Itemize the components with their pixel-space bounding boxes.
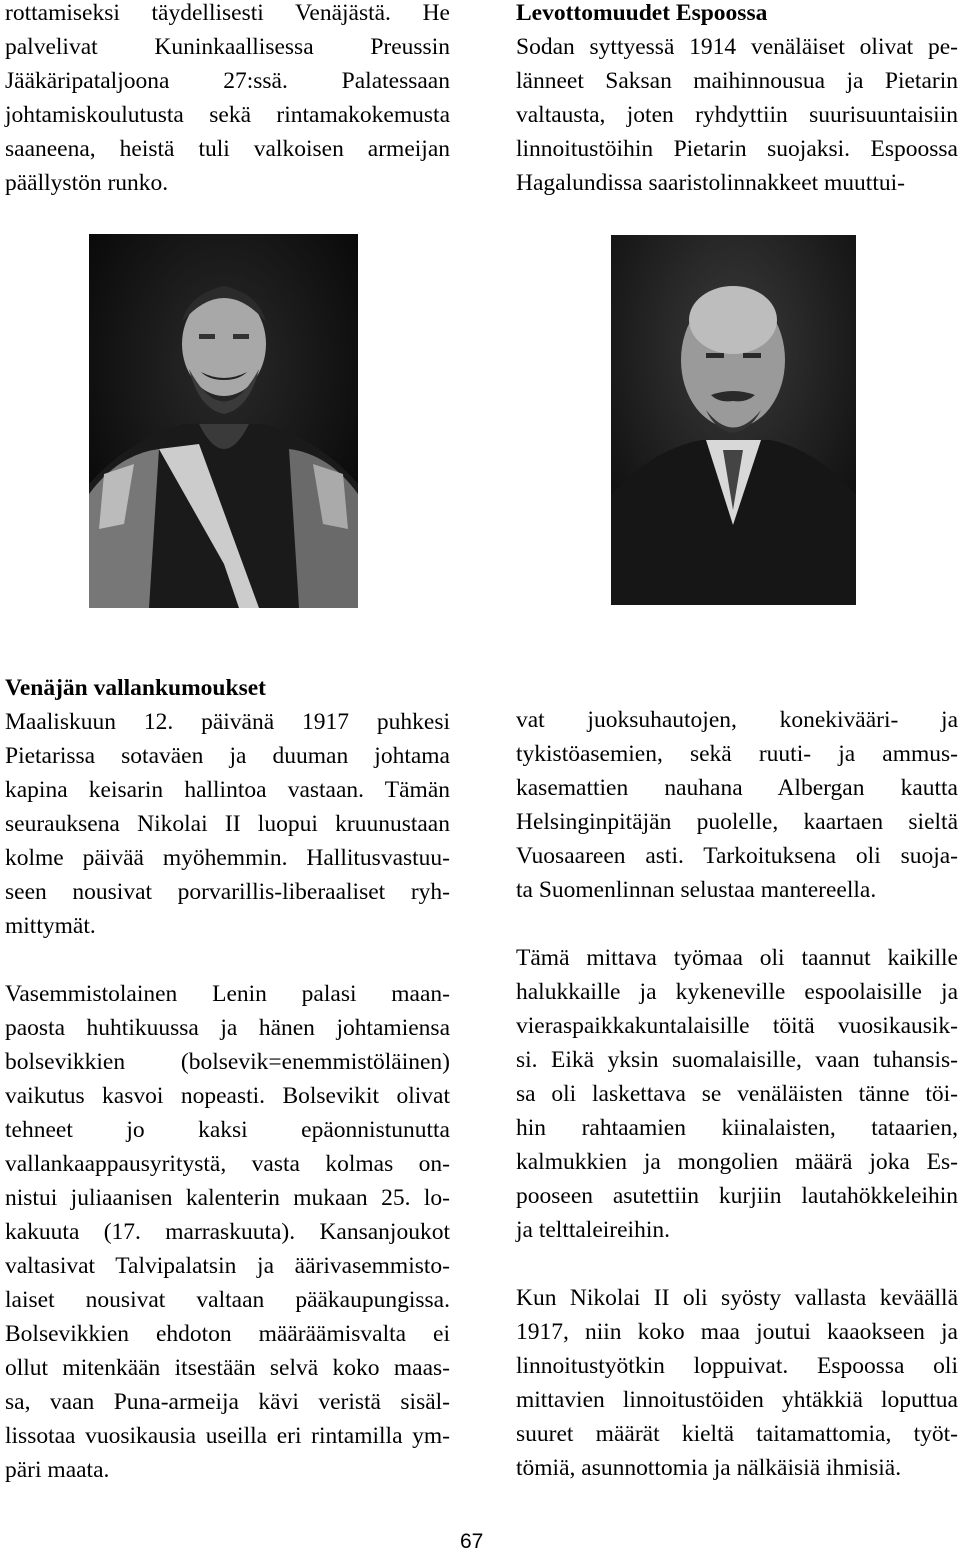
bottom-right-paragraph-3	[516, 1281, 958, 1485]
portrait-photo-lenin	[611, 235, 856, 605]
text-line: Pietarissa sotaväen ja duuman johtama	[5, 743, 450, 769]
section-heading-vallankumoukset: Venäjän vallankumoukset	[5, 675, 266, 701]
text-line: ollut mitenkään itsestään selvä koko maas-	[5, 1355, 450, 1381]
text-line: lissotaa vuosikausia useilla eri rintamilla ym-	[5, 1423, 450, 1449]
text-line: vieraspaikkakuntalaisille töitä vuosikausik-	[516, 1013, 958, 1039]
bottom-right-column	[516, 703, 958, 1485]
text-line: vat juoksuhautojen, konekivääri- ja	[516, 707, 958, 733]
text-line: rottamiseksi täydellisesti Venäjästä. He	[5, 0, 450, 26]
text-line: laiset nousivat valtaan pääkaupungissa.	[5, 1287, 450, 1313]
top-left-column	[5, 0, 450, 200]
text-line: Vuosaareen asti. Tarkoituksena oli suoja-	[516, 843, 958, 869]
text-line: linnoitustöihin Pietarin suojaksi. Espoossa	[516, 136, 958, 162]
text-line: Hagalundissa saaristolinnakkeet muuttui-	[516, 170, 905, 196]
text-line: Sodan syttyessä 1914 venäläiset olivat pe-	[516, 34, 958, 60]
text-line: sa, vaan Puna-armeija kävi veristä sisäl-	[5, 1389, 450, 1415]
text-line: kakuuta (17. marraskuuta). Kansanjoukot	[5, 1219, 450, 1245]
text-line: vallankaappausyritystä, vasta kolmas on-	[5, 1151, 450, 1177]
bottom-left-paragraph-2	[5, 977, 450, 1487]
bottom-left-column	[5, 671, 450, 1487]
text-line: päällystön runko.	[5, 170, 169, 196]
text-line: Helsinginpitäjän puolelle, kaartaen sieltä	[516, 809, 958, 835]
top-right-column	[516, 0, 958, 200]
portrait-illustration-lenin	[611, 235, 856, 605]
text-line: tykistöasemien, sekä ruuti- ja ammus-	[516, 741, 958, 767]
text-line: seen nousivat porvarillis-liberaaliset ryh-	[5, 879, 450, 905]
text-line: kolme päivää myöhemmin. Hallitusvastuu-	[5, 845, 450, 871]
portrait-photo-nicholas	[89, 234, 358, 608]
text-line: Kun Nikolai II oli syösty vallasta keväällä	[516, 1285, 958, 1311]
text-line: johtamiskoulutusta sekä rintamakokemusta	[5, 102, 450, 128]
text-line: si. Eikä yksin suomalaisille, vaan tuhansis-	[516, 1047, 958, 1073]
top-left-paragraph	[5, 0, 450, 200]
text-line: valtausta, joten ryhdyttiin suurisuuntaisiin	[516, 102, 958, 128]
text-line: 1917, niin koko maa joutui kaaokseen ja	[516, 1319, 958, 1345]
text-line: linnoitustyötkin loppuivat. Espoossa oli	[516, 1353, 958, 1379]
text-line: bolsevikkien (bolsevik=enemmistöläinen)	[5, 1049, 450, 1075]
text-line: Bolsevikkien ehdoton määräämisvalta ei	[5, 1321, 450, 1347]
page-number: 67	[460, 1530, 484, 1553]
text-line: halukkaille ja kykeneville espoolaisille ja	[516, 979, 958, 1005]
text-line: pooseen asutettiin kurjiin lautahökkeleihin	[516, 1183, 958, 1209]
text-line: kapina keisarin hallintoa vastaan. Tämän	[5, 777, 450, 803]
text-line: sa oli laskettava se venäläisten tänne töi-	[516, 1081, 958, 1107]
text-line: Vasemmistolainen Lenin palasi maan-	[5, 981, 450, 1007]
portrait-illustration-nicholas	[89, 234, 358, 608]
top-right-paragraph	[516, 30, 958, 200]
text-line: päri maata.	[5, 1457, 110, 1483]
text-line: vaikutus kasvoi nopeasti. Bolsevikit olivat	[5, 1083, 450, 1109]
text-line: ja telttaleireihin.	[516, 1217, 670, 1243]
bottom-right-paragraph-1	[516, 703, 958, 907]
text-line: kalmukkien ja mongolien määrä joka Es-	[516, 1149, 958, 1175]
text-line: hin rahtaamien kiinalaisten, tataarien,	[516, 1115, 958, 1141]
text-line: nistui juliaanisen kalenterin mukaan 25. lo-	[5, 1185, 450, 1211]
text-line: tehneet jo kaksi epäonnistunutta	[5, 1117, 450, 1143]
text-line: Jääkäripataljoona 27:ssä. Palatessaan	[5, 68, 450, 94]
text-line: ta Suomenlinnan selustaa mantereella.	[516, 877, 877, 903]
section-heading-levottomuudet: Levottomuudet Espoossa	[516, 0, 768, 26]
text-line: mittymät.	[5, 913, 96, 939]
text-line: Maaliskuun 12. päivänä 1917 puhkesi	[5, 709, 450, 735]
text-line: palvelivat Kuninkaallisessa Preussin	[5, 34, 450, 60]
text-line: valtasivat Talvipalatsin ja äärivasemmisto-	[5, 1253, 450, 1279]
text-line: kasemattien nauhana Albergan kautta	[516, 775, 958, 801]
text-line: länneet Saksan maihinnousua ja Pietarin	[516, 68, 958, 94]
text-line: tömiä, asunnottomia ja nälkäisiä ihmisiä.	[516, 1455, 902, 1481]
bottom-right-paragraph-2	[516, 941, 958, 1247]
text-line: seurauksena Nikolai II luopui kruunustaan	[5, 811, 450, 837]
text-line: mittavien linnoitustöiden yhtäkkiä loputtua	[516, 1387, 958, 1413]
text-line: suuret määrät kieltä taitamattomia, työt-	[516, 1421, 958, 1447]
text-line: saaneena, heistä tuli valkoisen armeijan	[5, 136, 450, 162]
bottom-left-paragraph-1	[5, 705, 450, 943]
text-line: paosta huhtikuussa ja hänen johtamiensa	[5, 1015, 450, 1041]
text-line: Tämä mittava työmaa oli taannut kaikille	[516, 945, 958, 971]
